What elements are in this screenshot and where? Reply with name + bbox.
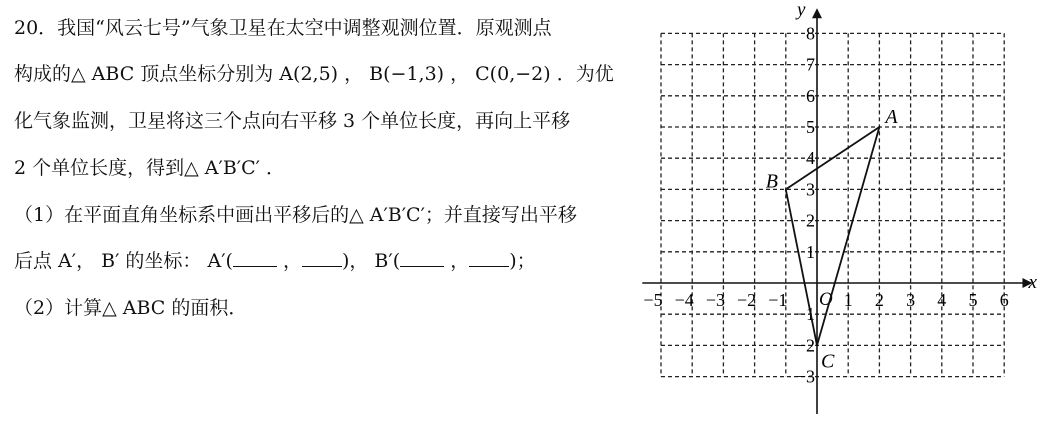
- y-tick-label: 6: [806, 85, 815, 106]
- problem-line-1: 20．我国“风云七号”气象卫星在太空中调整观测位置．原观测点: [14, 17, 552, 39]
- y-axis-label: y: [797, 0, 806, 21]
- x-tick-label: 2: [874, 290, 884, 310]
- x-tick-label: −5: [643, 290, 663, 310]
- problem-line-2: 构成的△ ABC 顶点坐标分别为 A(2,5) ， B(−1,3) ， C(0,−2) ．为优: [14, 63, 614, 85]
- y-tick-label: 3: [806, 179, 815, 200]
- point-label-a: A: [885, 106, 898, 128]
- x-tick-label: −3: [705, 290, 725, 310]
- answer-blank-a-y[interactable]: [302, 250, 342, 267]
- x-tick-label: −2: [737, 290, 757, 310]
- x-axis-label: x: [1028, 272, 1037, 293]
- grid: [661, 33, 1004, 376]
- y-tick-label: 2: [806, 210, 815, 231]
- point-label-b: B: [765, 170, 779, 193]
- q1-separator-2: ，: [450, 250, 470, 272]
- question-2: （2）计算△ ABC 的面积．: [14, 297, 248, 319]
- axes: [642, 0, 1037, 414]
- point-label-c: C: [821, 350, 835, 373]
- tick-labels: [643, 23, 1008, 386]
- y-tick-label: 4: [806, 148, 815, 169]
- problem-line-3: 化气象监测，卫星将这三个点向右平移 3 个单位长度，再向上平移: [14, 110, 571, 132]
- y-tick-label: 1: [806, 241, 815, 262]
- x-tick-label: −4: [674, 290, 694, 310]
- question-1-line-2: [14, 249, 536, 273]
- x-tick-label: 5: [968, 290, 978, 310]
- q1-middle: )， B′(: [341, 250, 401, 272]
- x-tick-label: −1: [768, 290, 788, 310]
- y-tick-label: 7: [806, 54, 815, 75]
- coordinate-plane: [643, 0, 1040, 420]
- q1-end: )；: [509, 250, 536, 272]
- problem-line-4: 2 个单位长度，得到△ A′B′C′ ．: [14, 157, 285, 179]
- x-tick-label: 4: [937, 290, 947, 310]
- answer-blank-b-x[interactable]: [400, 250, 444, 267]
- x-tick-label: 6: [999, 290, 1009, 310]
- q1-prefix: 后点 A′， B′ 的坐标： A′(: [14, 250, 233, 272]
- answer-blank-a-x[interactable]: [233, 250, 277, 267]
- x-tick-label: 3: [906, 290, 916, 310]
- y-tick-label: 5: [806, 117, 815, 137]
- y-tick-label: −1: [795, 304, 815, 325]
- x-tick-label: 1: [843, 290, 853, 310]
- question-1-line-1: （1）在平面直角坐标系中画出平移后的△ A′B′C′；并直接写出平移: [14, 204, 577, 226]
- origin-label: O: [819, 289, 833, 310]
- y-tick-label: −3: [795, 366, 815, 387]
- y-tick-label: 8: [806, 23, 815, 44]
- q1-separator-1: ，: [282, 250, 302, 272]
- y-tick-label: −2: [795, 335, 815, 356]
- answer-blank-b-y[interactable]: [469, 250, 509, 267]
- y-axis-arrow: [812, 8, 822, 18]
